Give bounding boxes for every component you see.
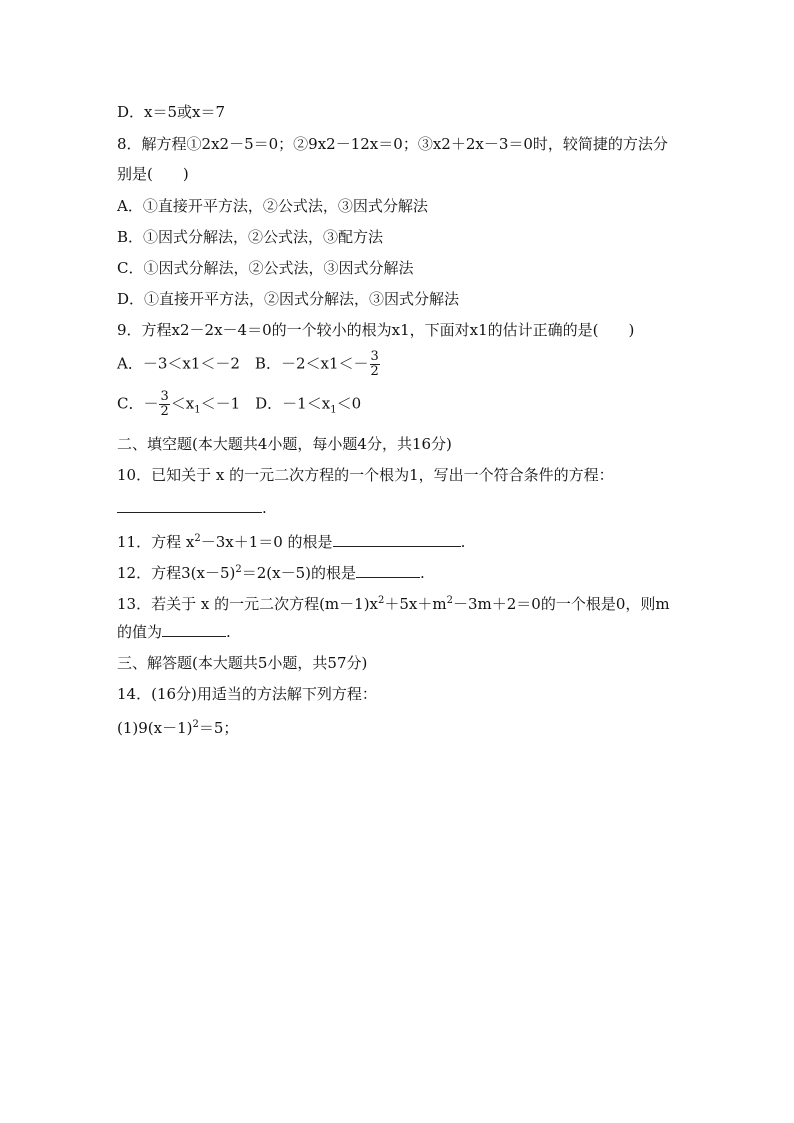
question-9: 9．方程x2－2x－4＝0的一个较小的根为x1，下面对x1的估计正确的是( ) <box>117 321 635 339</box>
question-14: 14．(16分)用适当的方法解下列方程： <box>117 685 377 703</box>
option-d-q8: D．①直接开平方法，②因式分解法，③因式分解法 <box>117 290 460 308</box>
question-13-text-end: －3m＋2＝0的一个根是0，则m <box>453 595 670 613</box>
question-8: 8．解方程①2x2－5＝0；②9x2－12x＝0；③x2＋2x－3＝0时，较简捷的方法分 <box>117 135 668 153</box>
period: . <box>226 623 231 641</box>
question-13-cont-text: 的值为 <box>117 623 163 641</box>
fraction-numerator: 3 <box>160 389 169 404</box>
superscript: 2 <box>194 533 201 544</box>
answer-blank[interactable] <box>333 532 461 547</box>
fraction-numerator: 3 <box>370 349 379 364</box>
superscript: 2 <box>378 595 385 606</box>
options-ab-q9 <box>117 350 381 379</box>
answer-blank[interactable] <box>356 563 420 578</box>
question-11 <box>117 529 465 552</box>
options-ab-text: A．－3＜x1＜－2 B．－2＜x1＜－ <box>117 354 369 373</box>
question-14-part-1 <box>117 715 238 738</box>
question-12-text: 12．方程3(x－5) <box>117 564 236 582</box>
question-10: 10．已知关于 x 的一元二次方程的一个根为1，写出一个符合条件的方程： <box>117 466 614 484</box>
option-d-text: ＜0 <box>336 394 362 413</box>
fraction-denominator: 2 <box>370 364 379 379</box>
option-c-q8: C．①因式分解法，②公式法，③因式分解法 <box>117 259 414 277</box>
part-1-text: (1)9(x－1) <box>117 719 193 737</box>
superscript: 2 <box>192 719 199 730</box>
period: . <box>460 533 466 551</box>
question-10-answer-line <box>117 498 267 518</box>
superscript: 2 <box>446 595 453 606</box>
section-heading-fill: 二、填空题(本大题共4小题，每小题4分，共16分) <box>117 435 452 453</box>
question-11-text-mid: －3x＋1＝0 的根是 <box>200 533 333 551</box>
fraction-3-2 <box>370 350 380 379</box>
question-13-text: 13．若关于 x 的一元二次方程(m－1)x <box>117 595 379 613</box>
question-8-cont: 别是( ) <box>117 165 189 183</box>
period: . <box>419 564 425 582</box>
superscript: 2 <box>235 564 242 575</box>
question-13 <box>117 591 670 614</box>
question-12 <box>117 560 425 583</box>
option-a-q8: A．①直接开平方法，②公式法，③因式分解法 <box>117 197 428 215</box>
answer-blank[interactable] <box>117 498 262 513</box>
section-heading-solve: 三、解答题(本大题共5小题，共57分) <box>117 654 368 672</box>
question-13-cont <box>117 622 231 642</box>
period: . <box>262 499 267 517</box>
part-1-text-end: ＝5； <box>198 719 239 737</box>
option-c-text: ＜x <box>170 394 195 413</box>
subscript: 1 <box>194 404 201 416</box>
option-c-prefix: C．－ <box>117 394 159 413</box>
question-11-text: 11．方程 x <box>117 533 195 551</box>
options-cd-q9 <box>117 390 361 421</box>
answer-blank[interactable] <box>162 622 226 637</box>
fraction-3-2 <box>159 390 169 419</box>
option-b-q8: B．①因式分解法，②公式法，③配方法 <box>117 228 384 246</box>
fraction-denominator: 2 <box>160 404 169 419</box>
option-cd-text: ＜－1 D．－1＜x <box>200 394 331 413</box>
question-13-text-mid: ＋5x＋m <box>384 595 447 613</box>
option-d-q7: D．x＝5或x＝7 <box>117 103 226 121</box>
question-12-text-mid: ＝2(x－5)的根是 <box>241 564 356 582</box>
subscript: 1 <box>330 404 337 416</box>
